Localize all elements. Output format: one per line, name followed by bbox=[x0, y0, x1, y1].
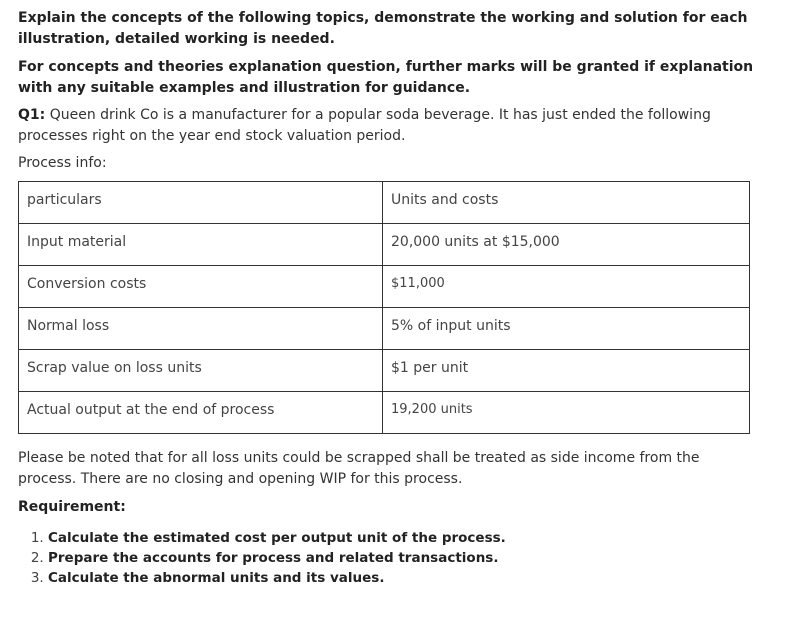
table-cell: $1 per unit bbox=[383, 350, 750, 392]
question-document bbox=[18, 8, 758, 588]
table-header-cell: Units and costs bbox=[383, 182, 750, 224]
requirement-item: 3. Calculate the abnormal units and its values. bbox=[48, 568, 758, 588]
question-paragraph bbox=[18, 105, 758, 147]
table-row bbox=[19, 224, 750, 266]
table-cell: 5% of input units bbox=[383, 308, 750, 350]
table-row bbox=[19, 350, 750, 392]
requirement-item: 1. Calculate the estimated cost per output unit of the process. bbox=[48, 528, 758, 548]
requirement-list bbox=[18, 528, 758, 588]
theories-instruction-text: For concepts and theories explanation question, further marks will be granted if explanation with any suitable examples and illustration for guidance. bbox=[18, 59, 754, 96]
process-info-table bbox=[18, 181, 750, 434]
note-text: Please be noted that for all loss units could be scrapped shall be treated as side income from the process. There are no closing and opening WIP for this process. bbox=[18, 450, 700, 487]
question-text: Queen drink Co is a manufacturer for a popular soda beverage. It has just ended the following processes right on the year end stock valuation period. bbox=[18, 107, 711, 144]
instruction-text: Explain the concepts of the following topics, demonstrate the working and solution for each illustration, detailed working is needed. bbox=[18, 10, 748, 47]
table-row bbox=[19, 308, 750, 350]
table-cell: Actual output at the end of process bbox=[19, 392, 383, 434]
table-cell: Input material bbox=[19, 224, 383, 266]
question-label: Q1: bbox=[18, 107, 46, 123]
table-row bbox=[19, 392, 750, 434]
table-cell: Normal loss bbox=[19, 308, 383, 350]
table-cell: 20,000 units at $15,000 bbox=[383, 224, 750, 266]
table-cell: Scrap value on loss units bbox=[19, 350, 383, 392]
requirement-item: 2. Prepare the accounts for process and related transactions. bbox=[48, 548, 758, 568]
table-header-row bbox=[19, 182, 750, 224]
table-header-cell: particulars bbox=[19, 182, 383, 224]
requirement-heading: Requirement: bbox=[18, 499, 126, 515]
table-cell: $11,000 bbox=[383, 266, 750, 308]
process-info-label: Process info: bbox=[18, 155, 107, 171]
table-cell: Conversion costs bbox=[19, 266, 383, 308]
table-row bbox=[19, 266, 750, 308]
table-cell: 19,200 units bbox=[383, 392, 750, 434]
